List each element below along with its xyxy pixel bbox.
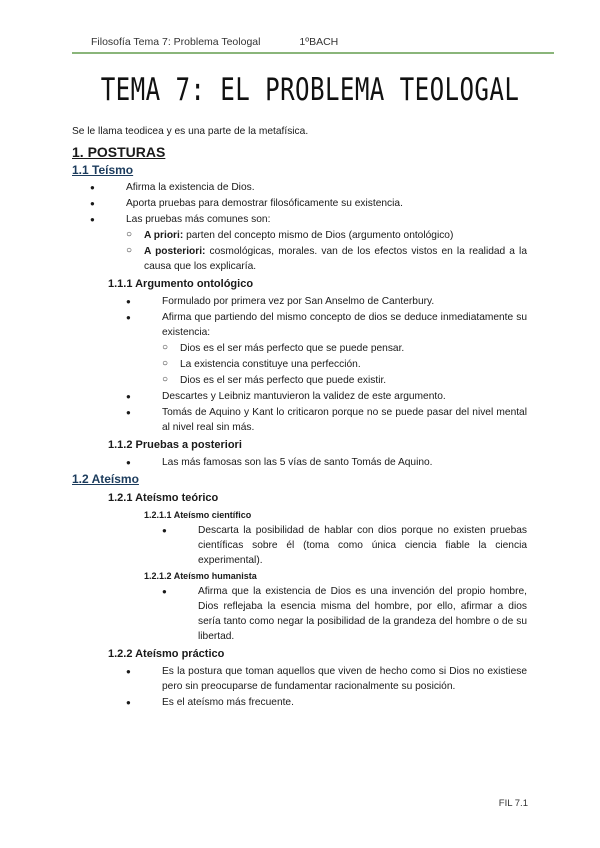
header-subject: Filosofía Tema 7: Problema Teologal [91, 36, 261, 48]
teismo-heading-text: 1.1 Teísmo [72, 163, 134, 177]
list-item [126, 228, 527, 243]
section-heading-ateismo-teorico: 1.2.1 Ateísmo teórico [108, 492, 219, 504]
section-heading-teismo [72, 162, 527, 179]
list-item: ● Descartes y Leibniz mantuvieron la validez de este argumento. [126, 389, 527, 404]
section-heading-argumento-ontologico: 1.1.1 Argumento ontológico [108, 278, 254, 290]
ateismo-cientifico-list [72, 523, 527, 568]
list-item [126, 244, 527, 274]
a-posteriori-label: A posteriori: [144, 246, 206, 257]
a-priori-text: parten del concepto mismo de Dios (argumento ontológico) [183, 230, 454, 241]
list-item: ○ La existencia constituye una perfección. [162, 357, 527, 372]
ateismo-humanista-list [72, 584, 527, 644]
teismo-list [72, 180, 527, 227]
argumento-steps-list [72, 341, 527, 388]
list-item: ● Descarta la posibilidad de hablar con dios porque no existen pruebas científicas sobre él (toma como única ciencia fiable la ciencia experimental). [162, 523, 527, 568]
list-item: ○ Dios es el ser más perfecto que se puede pensar. [162, 341, 527, 356]
list-item: ● Afirma la existencia de Dios. [90, 180, 527, 195]
list-item: ● Las pruebas más comunes son: [90, 212, 527, 227]
argumento-list-continued [72, 389, 527, 435]
header-course: 1ºBACH [299, 36, 339, 48]
pruebas-a-posteriori-list [72, 455, 527, 470]
section-heading-ateismo-cientifico: 1.2.1.1 Ateísmo científico [144, 510, 252, 520]
section-heading-ateismo [72, 471, 527, 488]
list-item: ○ Dios es el ser más perfecto que puede existir. [162, 373, 527, 388]
list-item: ● Tomás de Aquino y Kant lo criticaron porque no se puede pasar del nivel mental al nivel real sin más. [126, 405, 527, 435]
a-priori-label: A priori: [144, 230, 184, 241]
section-heading-posturas: 1. POSTURAS [72, 144, 166, 160]
header-divider [72, 52, 554, 54]
list-item: ● Es el ateísmo más frecuente. [126, 695, 527, 710]
intro-paragraph: Se le llama teodicea y es una parte de la metafísica. [72, 126, 309, 137]
section-heading-ateismo-humanista: 1.2.1.2 Ateísmo humanista [144, 571, 257, 581]
a-posteriori-text: cosmológicas, morales. van de los efectos vistos en la realidad a la causa que los explicaría. [144, 246, 527, 272]
list-item: ● Es la postura que toman aquellos que viven de hecho como si Dios no existiese pero sin preocuparse de fundamentar racionalmente su posición. [126, 664, 527, 694]
pruebas-list [72, 228, 527, 274]
argumento-list [72, 294, 527, 340]
ateismo-practico-list [72, 664, 527, 710]
page-title: TEMA 7: EL PROBLEMA TEOLOGAL [100, 72, 520, 108]
ateismo-heading-text: 1.2 Ateísmo [72, 472, 139, 486]
list-item: ● Formulado por primera vez por San Anselmo de Canterbury. [126, 294, 527, 309]
page-header [91, 36, 541, 48]
list-item: ● Aporta pruebas para demostrar filosóficamente su existencia. [90, 196, 527, 211]
page-number: FIL 7.1 [498, 798, 528, 809]
document-body [72, 124, 527, 711]
list-item: ● Las más famosas son las 5 vías de santo Tomás de Aquino. [126, 455, 527, 470]
section-heading-pruebas-a-posteriori: 1.1.2 Pruebas a posteriori [108, 439, 242, 451]
list-item: ● Afirma que partiendo del mismo concepto de dios se deduce inmediatamente su existencia: [126, 310, 527, 340]
list-item: ● Afirma que la existencia de Dios es una invención del propio hombre, Dios reflejaba la esencia misma del hombre, por ello, afirmar a dios sería tanto como negar la posibilidad de la grandeza del hombre o de su libertad. [162, 584, 527, 644]
section-heading-ateismo-practico: 1.2.2 Ateísmo práctico [108, 648, 225, 660]
